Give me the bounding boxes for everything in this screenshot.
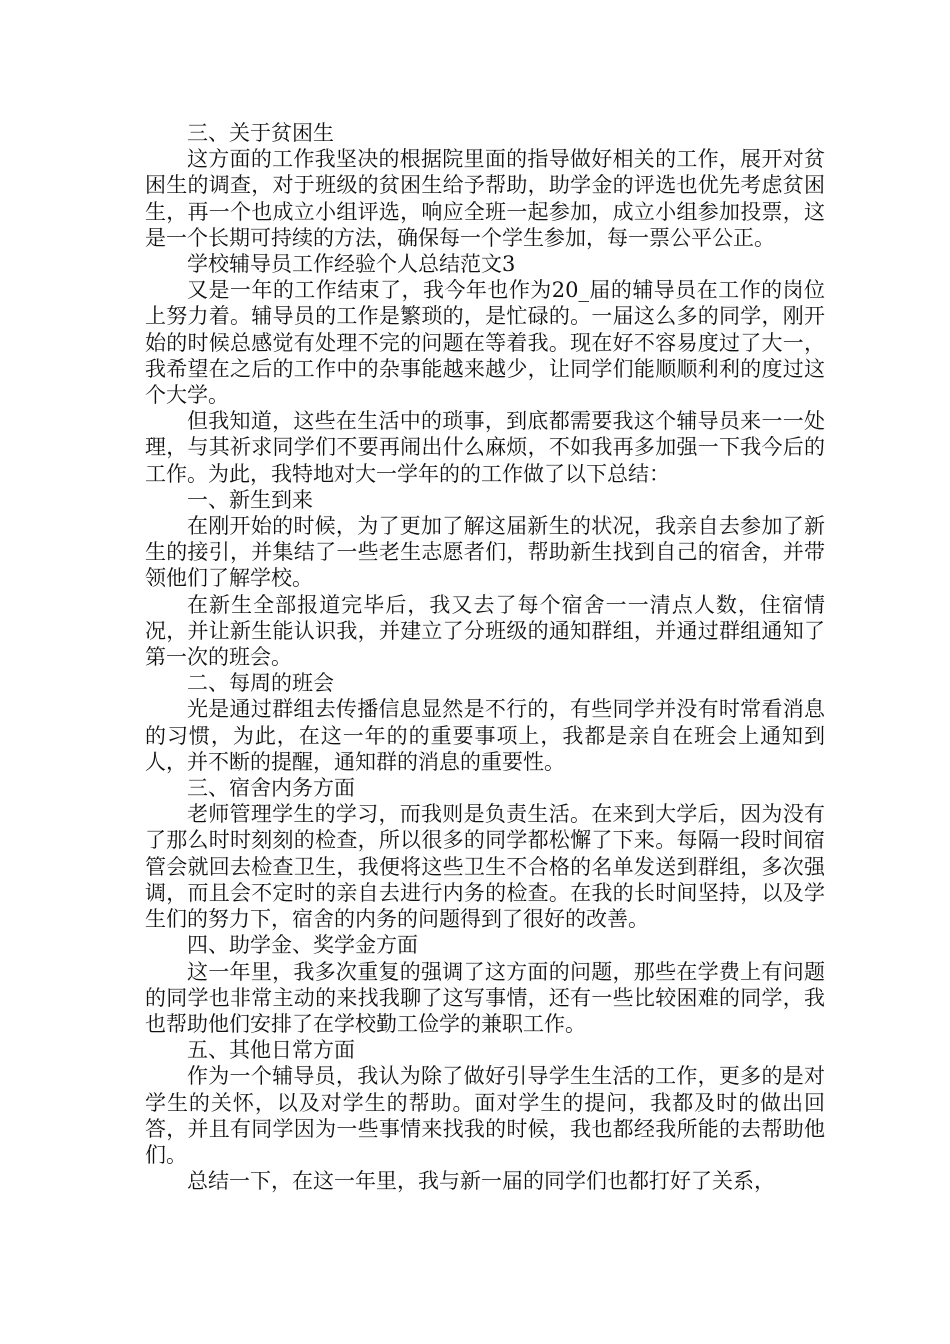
heading-dormitory: 三、宿舍内务方面 xyxy=(187,776,355,801)
article-title: 学校辅导员工作经验个人总结范文3 xyxy=(187,252,516,277)
paragraph-intro: 又是一年的工作结束了，我今年也作为20_届的辅导员在工作的岗位上努力着。辅导员的工作是繁琐的，是忙碌的。一届这么多的同学，刚开始的时候总感觉有处理不完的问题在等着我。现在好不容易度过了大一，我希望在之后的工作中的杂事能越来越少，让同学们能顺顺利利的度过这个大学。 xyxy=(145,278,825,408)
heading-weekly-meeting: 二、每周的班会 xyxy=(187,671,334,696)
paragraph-conclusion: 总结一下，在这一年里，我与新一届的同学们也都打好了关系， xyxy=(187,1169,775,1194)
paragraph-scholarship: 这一年里，我多次重复的强调了这方面的问题，那些在学费上有问题的同学也非常主动的来找我聊了这写事情，还有一些比较困难的同学，我也帮助他们安排了在学校勤工俭学的兼职工作。 xyxy=(145,959,825,1036)
paragraph-new-students-1: 在刚开始的时候，为了更加了解这届新生的状况，我亲自去参加了新生的接引，并集结了一些老生志愿者们，帮助新生找到自己的宿舍，并带领他们了解学校。 xyxy=(145,514,825,591)
paragraph-daily: 作为一个辅导员，我认为除了做好引导学生生活的工作，更多的是对学生的关怀，以及对学生的帮助。面对学生的提问，我都及时的做出回答，并且有同学因为一些事情来找我的时候，我也都经我所能的去帮助他们。 xyxy=(145,1064,825,1167)
paragraph-poor-students: 这方面的工作我坚决的根据院里面的指导做好相关的工作，展开对贫困生的调查，对于班级的贫困生给予帮助，助学金的评选也优先考虑贫困生，再一个也成立小组评选，响应全班一起参加，成立小组参加投票，这是一个长期可持续的方法，确保每一个学生参加，每一票公平公正。 xyxy=(145,147,825,250)
paragraph-summary-intro: 但我知道，这些在生活中的琐事，到底都需要我这个辅导员来一一处理，与其祈求同学们不要再闹出什么麻烦，不如我再多加强一下我今后的工作。为此，我特地对大一学年的的工作做了以下总结： xyxy=(145,409,825,486)
document-page xyxy=(145,120,825,1194)
paragraph-dormitory: 老师管理学生的学习，而我则是负责生活。在来到大学后，因为没有了那么时时刻刻的检查，所以很多的同学都松懈了下来。每隔一段时间宿管会就回去检查卫生，我便将这些卫生不合格的名单发送到群组，多次强调，而且会不定时的亲自去进行内务的检查。在我的长时间坚持，以及学生们的努力下，宿舍的内务的问题得到了很好的改善。 xyxy=(145,802,825,932)
heading-new-students: 一、新生到来 xyxy=(187,487,313,512)
heading-poor-students: 三、关于贫困生 xyxy=(187,121,334,145)
paragraph-new-students-2: 在新生全部报道完毕后，我又去了每个宿舍一一清点人数，住宿情况，并让新生能认识我，并建立了分班级的通知群组，并通过群组通知了第一次的班会。 xyxy=(145,592,825,670)
heading-scholarship: 四、助学金、奖学金方面 xyxy=(187,933,418,958)
paragraph-weekly-meeting: 光是通过群组去传播信息显然是不行的，有些同学并没有时常看消息的习惯，为此，在这一年的的重要事项上，我都是亲自在班会上通知到人，并不断的提醒，通知群的消息的重要性。 xyxy=(145,697,825,774)
heading-daily: 五、其他日常方面 xyxy=(187,1038,355,1063)
